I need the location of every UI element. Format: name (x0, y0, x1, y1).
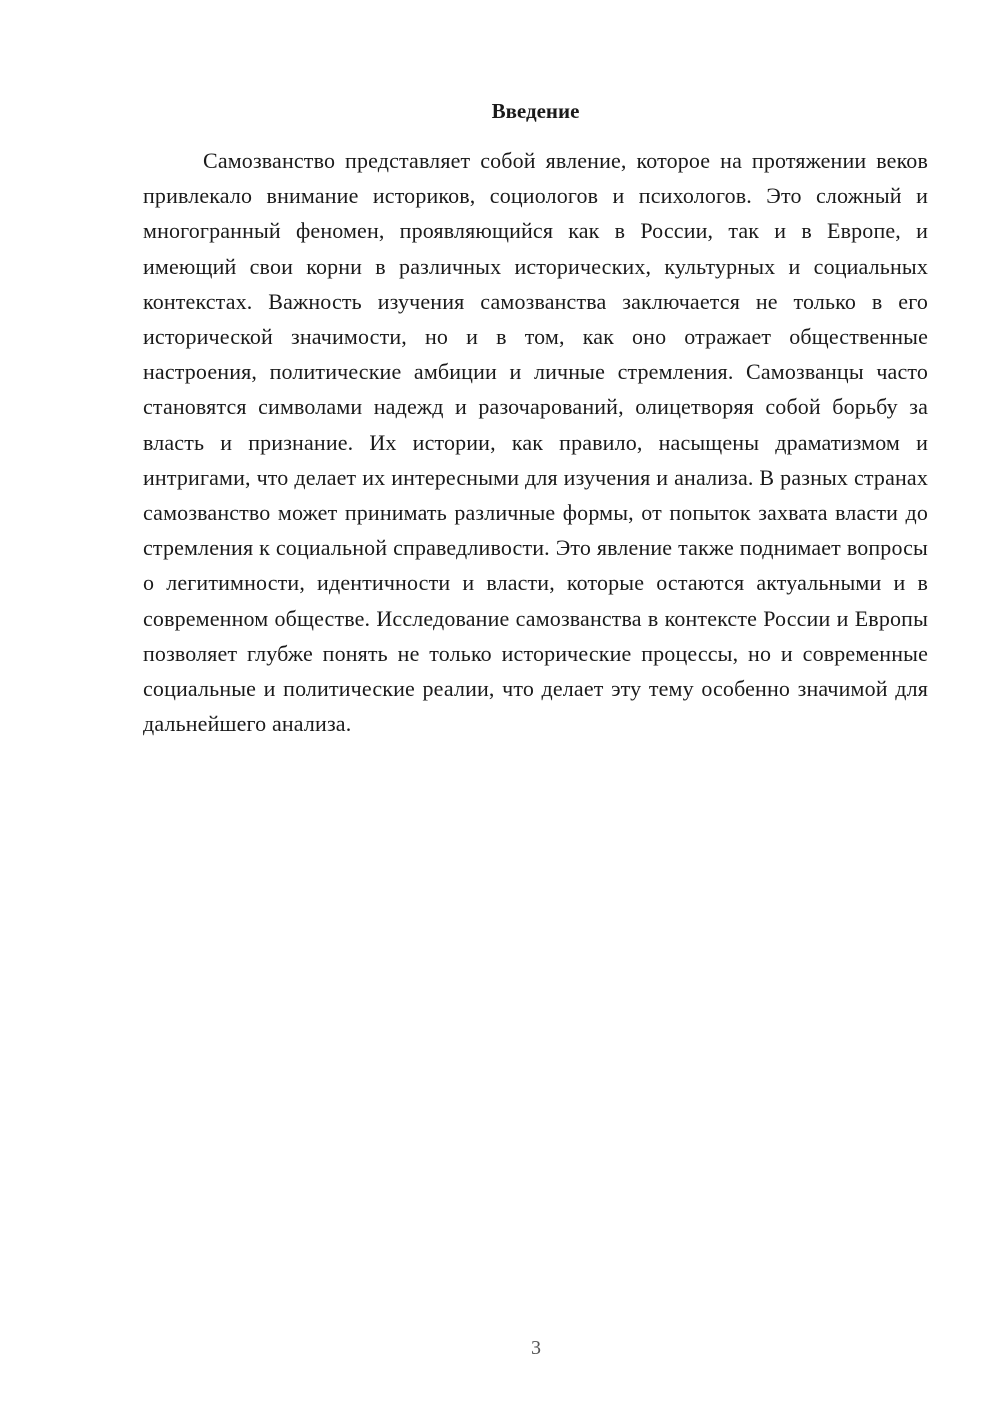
section-heading: Введение (491, 99, 580, 123)
intro-paragraph: Самозванство представляет собой явление, которое на протяжении веков привлекало внимание историков, социологов и психологов. Это сложный и многогранный феномен, проявляющийся как в России, так и в Европе, и имеющий свои корни в различных исторических, культурных и социальных контекстах. Важность изучения самозванства заключается не только в его исторической значимости, но и в том, как оно отражает общественные настроения, политические амбиции и личные стремления. Самозванцы часто становятся символами надежд и разочарований, олицетворяя собой борьбу за власть и признание. Их истории, как правило, насыщены драматизмом и интригами, что делает их интересными для изучения и анализа. В разных странах самозванство может принимать различные формы, от попыток захвата власти до стремления к социальной справедливости. Это явление также поднимает вопросы о легитимности, идентичности и власти, которые остаются актуальными и в современном обществе. Исследование самозванства в контексте России и Европы позволяет глубже понять не только исторические процессы, но и современные социальные и политические реалии, что делает эту тему особенно значимой для дальнейшего анализа. (143, 148, 928, 737)
page-number: 3 (531, 1337, 541, 1359)
